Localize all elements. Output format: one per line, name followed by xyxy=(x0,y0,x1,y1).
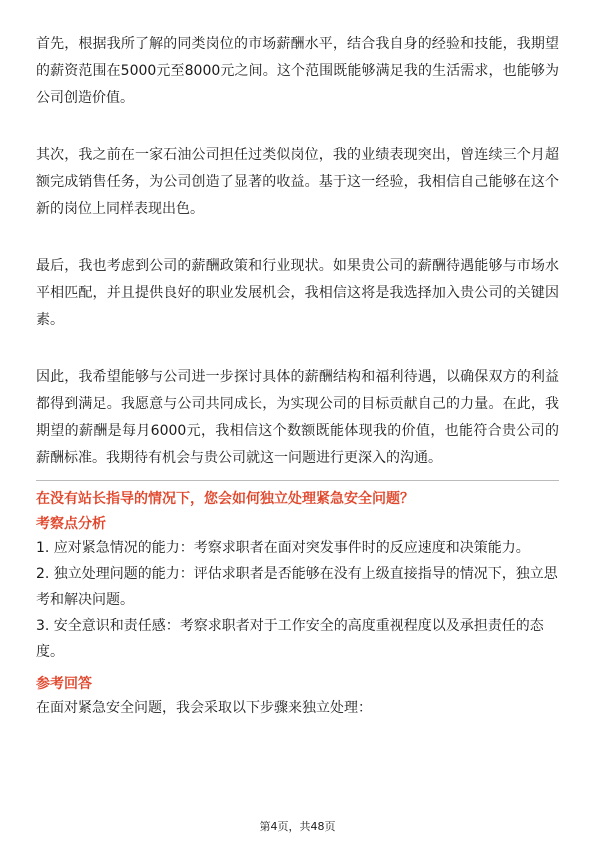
page-number-footer: 第4页，共48页 xyxy=(259,820,336,833)
paragraph-experience: 其次，我之前在一家石油公司担任过类似岗位，我的业绩表现突出，曾连续三个月超额完成销售任务，为公司创造了显著的收益。基于这一经验，我相信自己能够在这个新的岗位上同样表现出色。 xyxy=(36,147,559,217)
section-divider xyxy=(36,480,559,481)
analysis-item: 3. 安全意识和责任感：考察求职者对于工作安全的高度重视程度以及承担责任的态度。 xyxy=(36,618,544,660)
paragraph-gap xyxy=(36,223,559,253)
answer-heading: 参考回答 xyxy=(36,676,92,692)
paragraph-gap xyxy=(36,112,559,142)
paragraph-conclusion: 因此，我希望能够与公司进一步探讨具体的薪酬结构和福利待遇，以确保双方的利益都得到满足。我愿意与公司共同成长，为实现公司的目标贡献自己的力量。在此，我期望的薪酬是每月6000元，我相信这个数额既能体现我的价值，也能符合贵公司的薪酬标准。我期待有机会与贵公司就这一问题进行更深入的沟通。 xyxy=(36,369,559,466)
interview-question: 在没有站长指导的情况下，您会如何独立处理紧急安全问题？ xyxy=(36,491,414,507)
page-content xyxy=(36,31,559,721)
analysis-item: 1. 应对紧急情况的能力：考察求职者在面对突发事件时的反应速度和决策能力。 xyxy=(36,540,530,556)
analysis-item: 2. 独立处理问题的能力：评估求职者是否能够在没有上级直接指导的情况下，独立思考和解决问题。 xyxy=(36,566,558,608)
analysis-heading: 考察点分析 xyxy=(36,516,106,532)
paragraph-gap xyxy=(36,334,559,364)
paragraph-salary-range: 首先，根据我所了解的同类岗位的市场薪酬水平，结合我自身的经验和技能，我期望的薪资范围在5000元至8000元之间。这个范围既能够满足我的生活需求，也能够为公司创造价值。 xyxy=(36,36,559,106)
answer-intro: 在面对紧急安全问题，我会采取以下步骤来独立处理： xyxy=(36,700,372,716)
paragraph-company-policy: 最后，我也考虑到公司的薪酬政策和行业现状。如果贵公司的薪酬待遇能够与市场水平相匹配，并且提供良好的职业发展机会，我相信这将是我选择加入贵公司的关键因素。 xyxy=(36,258,559,328)
